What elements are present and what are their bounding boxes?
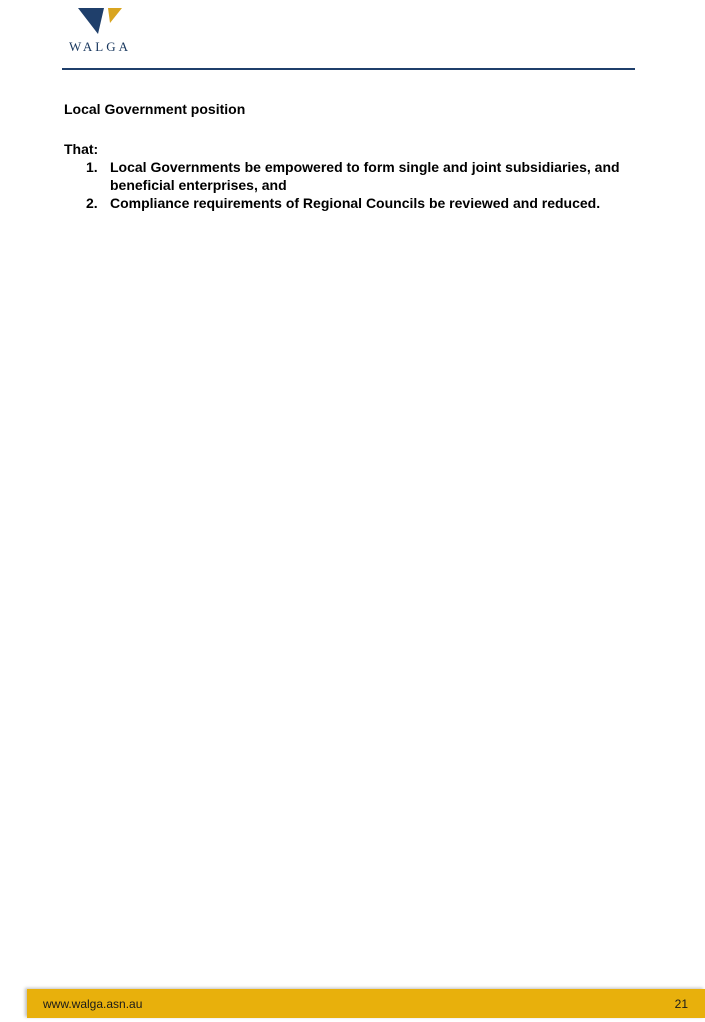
position-list [64, 158, 644, 212]
header-divider [62, 68, 635, 70]
footer-bar [27, 989, 705, 1018]
list-item-text: Local Governments be empowered to form single and joint subsidiaries, and beneficial enterprises, and [110, 159, 620, 193]
list-item [64, 194, 644, 212]
list-item-number: 1. [86, 159, 98, 175]
footer-url: www.walga.asn.au [43, 997, 143, 1011]
list-item-text: Compliance requirements of Regional Councils be reviewed and reduced. [110, 195, 601, 211]
main-content [64, 100, 644, 212]
walga-chevron-icon [76, 6, 124, 36]
list-item-number: 2. [86, 195, 98, 211]
walga-logo [64, 4, 136, 54]
logo-text: WALGA [69, 39, 131, 54]
page-number: 21 [674, 997, 688, 1011]
section-heading: Local Government position [64, 101, 246, 117]
lead-text: That: [64, 141, 99, 157]
list-item [64, 158, 644, 194]
